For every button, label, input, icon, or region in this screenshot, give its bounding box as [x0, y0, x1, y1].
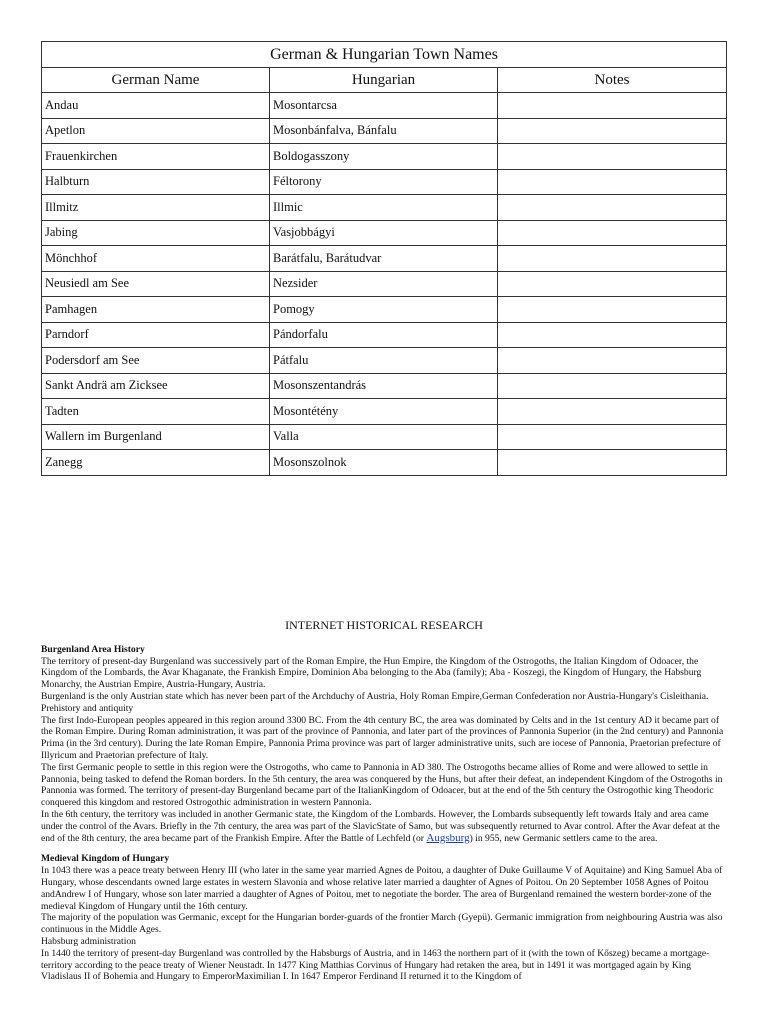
notes-cell [498, 271, 727, 297]
paragraph-text: In the 6th century, the territory was included in another Germanic state, the Kingdom of the Lombards. However, the Lombards subsequently left towards Italy and area came under the control of the Avars. Briefly in the 7th century, the area was part of the SlavicState of Samo, but was subsequently returned to Avar control. After the Avar defeat at the end of the 8th century, the area became part of the Frankish Empire. After the Battle of Lechfeld (or [41, 808, 720, 844]
hungarian-name-cell: Nezsider [270, 271, 498, 297]
german-name-cell: Andau [42, 93, 270, 119]
hungarian-name-cell: Pátfalu [270, 348, 498, 374]
table-title: German & Hungarian Town Names [42, 42, 727, 68]
german-name-cell: Parndorf [42, 322, 270, 348]
town-names-table [41, 41, 727, 476]
german-name-cell: Jabing [42, 220, 270, 246]
paragraph: The majority of the population was Germanic, except for the Hungarian border-guards of the frontier March (Gyepü). Germanic immigration from neighbouring Austria was also continuous in the Middle Ages. [41, 912, 723, 936]
hungarian-name-cell: Mosontétény [270, 399, 498, 425]
paragraph: In 1043 there was a peace treaty between Henry III (who later in the same year married Agnes de Poitou, a daughter of Duke Guillaume V of Aquitaine) and King Samuel Aba of Hungary, whose descendants owned large estates in western Slavonia and whose relative later married a daughter of Agnes of Poitou. On 20 September 1058 Agnes of Poitou andAndrew I of Hungary, whose son later married a daughter of Agnes of Poitou, met to negotiate the border. The area of Burgenland remained the western border-zone of the medieval Kingdom of Hungary until the 16th century. [41, 865, 723, 912]
german-name-cell: Apetlon [42, 118, 270, 144]
table-body [42, 93, 727, 476]
paragraph-text: ) in 955, new Germanic settlers came to the area. [469, 832, 658, 844]
header-german-name: German Name [42, 68, 270, 93]
table-row [42, 246, 727, 272]
spacer [41, 844, 727, 853]
table-row [42, 322, 727, 348]
table-row [42, 399, 727, 425]
table-row [42, 373, 727, 399]
table-row [42, 93, 727, 119]
notes-cell [498, 373, 727, 399]
notes-cell [498, 220, 727, 246]
notes-cell [498, 297, 727, 323]
german-name-cell: Pamhagen [42, 297, 270, 323]
paragraph: Burgenland is the only Austrian state which has never been part of the Archduchy of Austria, Holy Roman Empire,German Confederation nor Austria-Hungary's Cisleithania. [41, 690, 709, 702]
table-row [42, 195, 727, 221]
hungarian-name-cell: Mosonszolnok [270, 450, 498, 476]
german-name-cell: Halbturn [42, 169, 270, 195]
notes-cell [498, 322, 727, 348]
notes-cell [498, 93, 727, 119]
german-name-cell: Mönchhof [42, 246, 270, 272]
hungarian-name-cell: Illmic [270, 195, 498, 221]
table-row [42, 424, 727, 450]
hungarian-name-cell: Mosonbánfalva, Bánfalu [270, 118, 498, 144]
notes-cell [498, 169, 727, 195]
header-hungarian: Hungarian [270, 68, 498, 93]
hungarian-name-cell: Barátfalu, Barátudvar [270, 246, 498, 272]
german-name-cell: Podersdorf am See [42, 348, 270, 374]
notes-cell [498, 399, 727, 425]
table-row [42, 118, 727, 144]
notes-cell [498, 144, 727, 170]
paragraph: In 1440 the territory of present-day Burgenland was controlled by the Habsburgs of Austria, and in 1463 the northern part of it (with the town of Kőszeg) became a mortgage-territory according to the peace treaty of Wiener Neustadt. In 1477 King Matthias Corvinus of Hungary had retaken the area, but in 1491 it was mortgaged again by King Vladislaus II of Bohemia and Hungary to EmperorMaximilian I. In 1647 Emperor Ferdinand II returned it to the Kingdom of [41, 947, 710, 983]
german-name-cell: Neusiedl am See [42, 271, 270, 297]
notes-cell [498, 424, 727, 450]
paragraph [41, 809, 727, 844]
paragraph: The first Germanic people to settle in this region were the Ostrogoths, who came to Pannonia in AD 380. The Ostrogoths became allies of Rome and were allowed to settle in Pannonia, being tasked to defend the Roman borders. In the 5th century, the area was conquered by the Huns, but after their defeat, an independent Kingdom of the Ostrogoths in Pannonia was formed. The territory of present-day Burgenland became part of the ItalianKingdom of Odoacer, but at the end of the 5th century the Ostrogothic king Theodoric conquered this kingdom and restored Ostrogothic administration in western Pannonia. [41, 761, 723, 809]
table-row [42, 169, 727, 195]
hungarian-name-cell: Féltorony [270, 169, 498, 195]
hungarian-name-cell: Boldogasszony [270, 144, 498, 170]
notes-cell [498, 348, 727, 374]
historical-research-section [41, 620, 727, 983]
german-name-cell: Sankt Andrä am Zicksee [42, 373, 270, 399]
table-row [42, 348, 727, 374]
notes-cell [498, 246, 727, 272]
german-name-cell: Wallern im Burgenland [42, 424, 270, 450]
hungarian-name-cell: Mosontarcsa [270, 93, 498, 119]
hungarian-name-cell: Vasjobbágyi [270, 220, 498, 246]
hungarian-name-cell: Pándorfalu [270, 322, 498, 348]
notes-cell [498, 450, 727, 476]
paragraph: The first Indo-European peoples appeared in this region around 3300 BC. From the 4th century BC, the area was dominated by Celts and in the 1st century AD it became part of the Roman Empire. During Roman administration, it was part of the province of Pannonia, and later part of the provinces of Pannonia Superior (in the 2nd century) and Pannonia Prima (in the 3rd century). During the late Roman Empire, Pannonia Prima province was part of larger administrative units, such are iocese of Pannonia, Praetorian prefecture of Illyricum and Praetorian prefecture of Italy. [41, 714, 724, 761]
paragraph: The territory of present-day Burgenland was successively part of the Roman Empire, the Hun Empire, the Kingdom of the Ostrogoths, the Italian Kingdom of Odoacer, the Kingdom of the Lombards, the Avar Khaganate, the Frankish Empire, Dominion Aba belonging to the Aba (family); Aba - Koszegi, the Kingdom of Hungary, the Habsburg Monarchy, the Austrian Empire, Austria-Hungary, Austria. [41, 655, 702, 691]
table-row [42, 450, 727, 476]
notes-cell [498, 195, 727, 221]
german-name-cell: Illmitz [42, 195, 270, 221]
notes-cell [498, 118, 727, 144]
german-name-cell: Frauenkirchen [42, 144, 270, 170]
german-name-cell: Tadten [42, 399, 270, 425]
habsburg-title: Habsburg administration [41, 935, 136, 947]
table-row [42, 144, 727, 170]
table-row [42, 297, 727, 323]
medieval-kingdom-title: Medieval Kingdom of Hungary [41, 853, 170, 865]
table-row [42, 271, 727, 297]
prehistory-title: Prehistory and antiquity [41, 702, 134, 714]
burgenland-history-title: Burgenland Area History [41, 643, 145, 655]
header-notes: Notes [498, 68, 727, 93]
german-name-cell: Zanegg [42, 450, 270, 476]
hungarian-name-cell: Valla [270, 424, 498, 450]
research-heading: INTERNET HISTORICAL RESEARCH [285, 618, 483, 632]
table-row [42, 220, 727, 246]
augsburg-link[interactable]: Augsburg [426, 831, 470, 844]
hungarian-name-cell: Pomogy [270, 297, 498, 323]
hungarian-name-cell: Mosonszentandrás [270, 373, 498, 399]
